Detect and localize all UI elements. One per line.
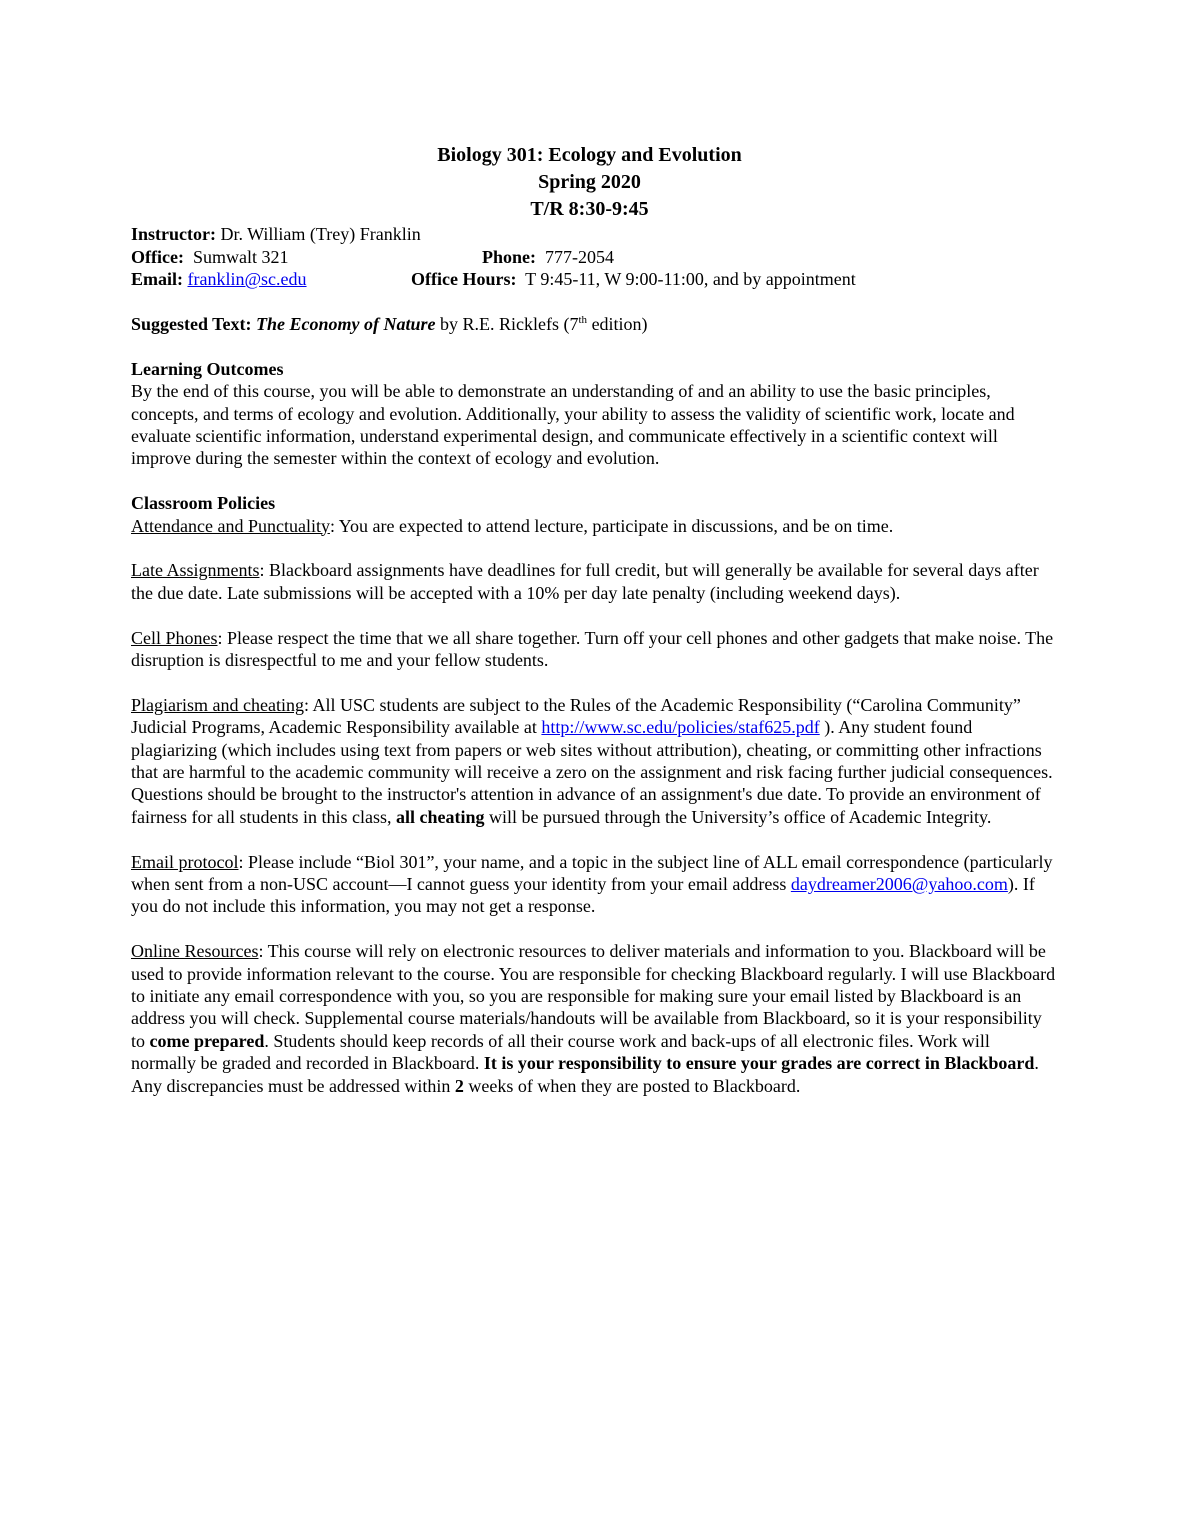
instructor-name: Dr. William (Trey) Franklin: [220, 224, 421, 244]
email-protocol-body-2: ). If you do not include this information, you may not get a response.: [131, 873, 1035, 917]
instructor-row: [131, 223, 1056, 246]
online-bold-3: 2: [454, 1075, 464, 1096]
online-bold-1: come prepared: [149, 1030, 265, 1051]
late-assignments-policy: [131, 559, 1056, 604]
suggested-text-label: Suggested Text:: [131, 313, 252, 334]
email-row: [131, 268, 1056, 291]
attendance-policy: [131, 515, 1056, 537]
phone-value: 777-2054: [545, 246, 614, 267]
cell-phones-policy: [131, 627, 1056, 672]
email-label: Email:: [131, 269, 183, 289]
textbook-edition: edition): [591, 313, 648, 334]
plagiarism-body-2: ). Any student found plagiarizing (which includes using text from papers or web sites without attribution), cheating, or committing other infractions that are harmful to the academic community will receive a zero on the assignment and risk facing further judicial consequences. Questions should be brought to the instructor's attention in advance of an assignment's due date. To provide an environment of fairness for all students in this class,: [131, 717, 1053, 827]
course-header: [123, 142, 1056, 223]
syllabus-page: [131, 142, 1056, 1097]
online-body-4: weeks of when they are posted to Blackboard.: [463, 1075, 801, 1096]
online-body-2: . Students should keep records of all their course work and back-ups of all electronic files. Work will normally be graded and recorded in Blackboard.: [131, 1030, 990, 1074]
textbook-title: The Economy of Nature: [256, 313, 436, 334]
edition-sup: th: [578, 313, 588, 326]
email-protocol-policy: [131, 851, 1056, 918]
course-title: Biology 301: Ecology and Evolution: [437, 144, 742, 166]
attendance-body: : You are expected to attend lecture, participate in discussions, and be on time.: [329, 515, 894, 536]
phone-label: Phone:: [482, 246, 536, 267]
plagiarism-policy: [131, 694, 1056, 828]
phones-label: Cell Phones: [131, 627, 218, 648]
learning-outcomes-body: By the end of this course, you will be able to demonstrate an understanding of and an ability to use the basic principles, concepts, and terms of ecology and evolution. Additionally, your ability to assess the validity of scientific work, locate and evaluate scientific information, understand experimental design, and communicate effectively in a scientific context will improve during the semester within the context of ecology and evolution.: [131, 381, 1015, 469]
office-hours-value: T 9:45-11, W 9:00-11:00, and by appointment: [525, 269, 856, 289]
office-hours-label: Office Hours:: [411, 269, 517, 289]
classroom-policies-heading: Classroom Policies: [131, 493, 276, 514]
instructor-info: [131, 223, 1056, 291]
email-link[interactable]: franklin@sc.edu: [187, 269, 307, 289]
suggested-text: [131, 313, 1056, 335]
instructor-label: Instructor:: [131, 224, 216, 244]
office-value: Sumwalt 321: [192, 246, 289, 267]
textbook-author: by R.E. Ricklefs (7: [440, 313, 579, 334]
course-schedule: T/R 8:30-9:45: [530, 198, 649, 220]
email-protocol-label: Email protocol: [131, 851, 239, 872]
online-bold-2: It is your responsibility to ensure your grades are correct in Blackboard: [483, 1053, 1035, 1074]
plagiarism-body-1: : All USC students are subject to the Rules of the Academic Responsibility (“Carolina Community” Judicial Programs, Academic Responsibility available at: [131, 694, 1021, 738]
plagiarism-body-3: will be pursued through the University’s office of Academic Integrity.: [484, 806, 992, 827]
learning-outcomes-heading: Learning Outcomes: [131, 358, 284, 379]
online-resources-policy: [131, 940, 1056, 1097]
office-row: [131, 246, 1056, 269]
online-resources-label: Online Resources: [131, 941, 259, 962]
attendance-label: Attendance and Punctuality: [131, 515, 330, 536]
course-term: Spring 2020: [538, 171, 641, 193]
plagiarism-label: Plagiarism and cheating: [131, 694, 304, 715]
policy-link[interactable]: http://www.sc.edu/policies/staf625.pdf: [541, 717, 820, 738]
phones-body: : Please respect the time that we all share together. Turn off your cell phones and other gadgets that make noise. The disruption is disrespectful to me and your fellow students.: [131, 627, 1054, 670]
example-email-link[interactable]: daydreamer2006@yahoo.com: [790, 873, 1008, 894]
office-label: Office:: [131, 246, 184, 267]
online-body-1: : This course will rely on electronic resources to deliver materials and information to you. Blackboard will be used to provide information relevant to the course. You are responsible for checking Blackboard regularly. I will use Blackboard to initiate any email correspondence with you, so you are responsible for making sure your email listed by Blackboard is an address you will check. Supplemental course materials/handouts will be available from Blackboard, so it is your responsibility to: [131, 941, 1056, 1051]
online-body-3: . Any discrepancies must be addressed within: [131, 1053, 1039, 1096]
plagiarism-bold: all cheating: [395, 806, 485, 827]
late-label: Late Assignments: [131, 560, 260, 581]
late-body: : Blackboard assignments have deadlines for full credit, but will generally be available for several days after the due date. Late submissions will be accepted with a 10% per day late penalty (including weekend days).: [131, 560, 1039, 603]
email-protocol-body-1: : Please include “Biol 301”, your name, and a topic in the subject line of ALL email correspondence (particularly when sent from a non-USC account—I cannot guess your identity from your email address: [131, 851, 1053, 894]
